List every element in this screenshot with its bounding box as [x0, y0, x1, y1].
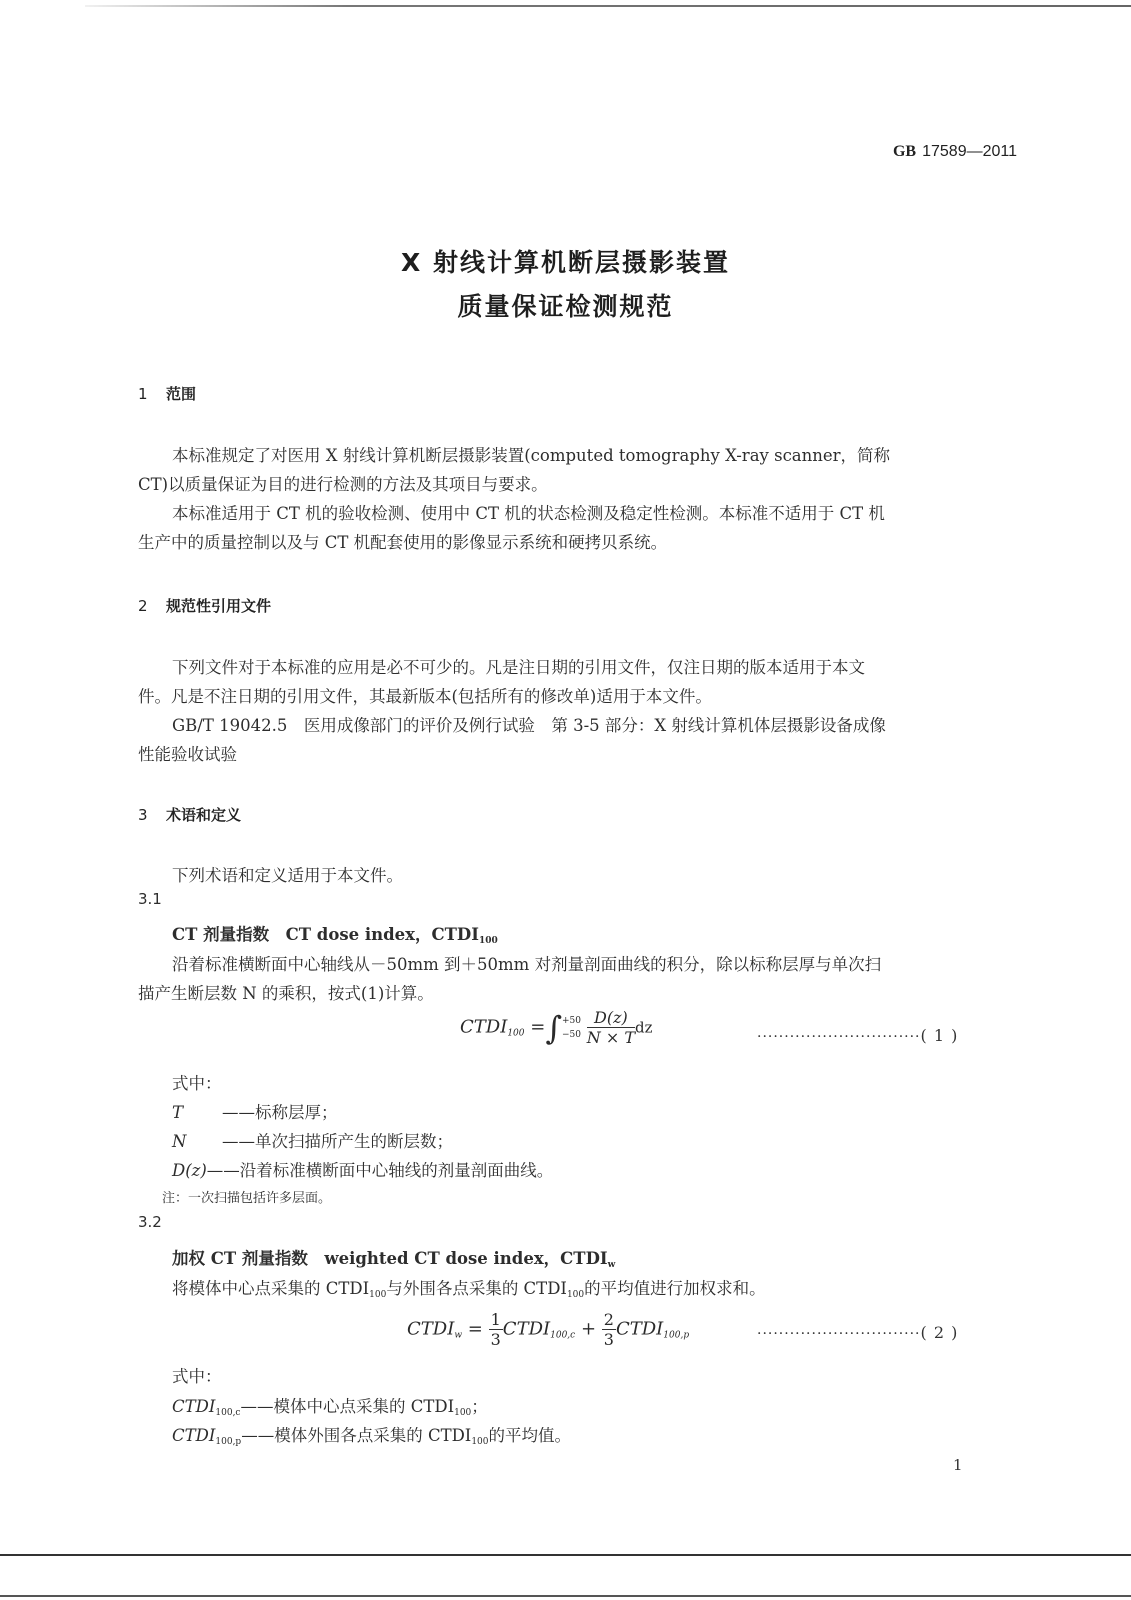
- term-3-1: [172, 921, 498, 946]
- var-desc-subscript: 100: [471, 1437, 489, 1447]
- formula-lhs: CTDI: [460, 1016, 508, 1038]
- clause-3-1-number: 3.1: [138, 890, 162, 908]
- where-label-2: 式中：: [172, 1367, 222, 1386]
- page-number: 1: [953, 1456, 963, 1474]
- note-3-1: 注：一次扫描包括许多层面。: [162, 1191, 332, 1206]
- top-rule: [85, 5, 1131, 7]
- integral-limits: [562, 1014, 581, 1042]
- var-symbol: T: [172, 1103, 184, 1122]
- numerator: 1: [490, 1310, 501, 1329]
- var-desc-subscript: 100: [454, 1408, 472, 1418]
- s1-para2-line1: 本标准适用于 CT 机的验收检测、使用中 CT 机的状态检测及稳定性检测。本标准不适用于 CT 机: [172, 504, 885, 523]
- term-cn: 加权 CT 剂量指数: [172, 1249, 308, 1268]
- term-en: weighted CT dose index，CTDI: [324, 1249, 608, 1268]
- term-subscript: 100: [478, 936, 498, 946]
- numerator: D(z): [587, 1008, 635, 1028]
- section-title: 规范性引用文件: [166, 597, 272, 615]
- bottom-rule-2: [0, 1595, 1131, 1597]
- var-row: [172, 1128, 453, 1152]
- var-row: [172, 1393, 488, 1418]
- var-desc: ——沿着标准横断面中心轴线的剂量剖面曲线。: [206, 1161, 554, 1180]
- section-2-heading: [138, 595, 271, 616]
- leader-dots: ······························: [757, 1326, 921, 1342]
- differential: dz: [635, 1018, 653, 1037]
- s1-para1-line2: CT)以质量保证为目的进行检测的方法及其项目与要求。: [138, 475, 548, 494]
- formula-lhs-subscript: 100: [507, 1028, 525, 1039]
- var-symbol-subscript: 100,c: [215, 1408, 241, 1418]
- s1-para2-line2: 生产中的质量控制以及与 CT 机配套使用的影像显示系统和硬拷贝系统。: [138, 533, 668, 552]
- section-title: 术语和定义: [166, 806, 242, 824]
- s2-para1-line1: 下列文件对于本标准的应用是必不可少的。凡是注日期的引用文件，仅注日期的版本适用于本文: [172, 658, 865, 677]
- def-3-1-line2: 描产生断层数 N 的乘积，按式(1)计算。: [138, 984, 434, 1003]
- var-symbol-subscript: 100,p: [215, 1437, 242, 1447]
- standard-number: [893, 143, 1017, 161]
- s3-intro: 下列术语和定义适用于本文件。: [172, 866, 403, 885]
- formula-1-leader: [757, 1026, 958, 1045]
- var-symbol: N: [172, 1132, 187, 1151]
- term-3-2: [172, 1245, 615, 1270]
- integral-sign: ∫: [545, 1008, 563, 1047]
- formula-1: [460, 1008, 653, 1047]
- term-en: CT dose index，CTDI: [285, 925, 479, 944]
- section-number: 2: [138, 597, 148, 615]
- section-title: 范围: [166, 385, 197, 403]
- var-row: [172, 1422, 571, 1447]
- term-2: CTDI: [615, 1318, 664, 1340]
- var-desc: ——模体中心点采集的 CTDI: [240, 1397, 455, 1416]
- section-1-heading: [138, 383, 196, 404]
- def-3-1-line1: 沿着标准横断面中心轴线从－50mm 到＋50mm 对剂量剖面曲线的积分，除以标称层厚与单次扫: [172, 955, 882, 974]
- var-desc: ——标称层厚；: [222, 1103, 338, 1122]
- clause-3-2-number: 3.2: [138, 1213, 162, 1231]
- equation-number: ( 1 ): [920, 1026, 959, 1045]
- s2-para1-line2: 件。凡是不注日期的引用文件，其最新版本(包括所有的修改单)适用于本文件。: [138, 687, 712, 706]
- fraction-1: [489, 1310, 503, 1349]
- term-2-subscript: 100,p: [663, 1330, 690, 1341]
- numerator: 2: [603, 1310, 614, 1329]
- def-part: 与外围各点采集的 CTDI: [386, 1279, 567, 1298]
- def-subscript: 100: [566, 1290, 585, 1300]
- var-desc: ——模体外围各点采集的 CTDI: [241, 1426, 472, 1445]
- section-number: 3: [138, 806, 148, 824]
- term-cn: CT 剂量指数: [172, 925, 270, 944]
- def-subscript: 100: [369, 1290, 387, 1300]
- term-1-subscript: 100,c: [550, 1330, 576, 1341]
- var-row: [172, 1099, 338, 1123]
- s1-para1-line1: 本标准规定了对医用 X 射线计算机断层摄影装置(computed tomography X-ray scanner，简称: [172, 446, 891, 465]
- def-part: 的平均值进行加权求和。: [584, 1279, 766, 1298]
- fraction-2: [602, 1310, 616, 1349]
- formula-lhs: CTDI: [407, 1318, 455, 1340]
- formula-lhs-subscript: w: [454, 1330, 463, 1341]
- var-desc: ——单次扫描所产生的断层数；: [222, 1132, 453, 1151]
- where-label-1: 式中：: [172, 1074, 222, 1093]
- var-desc-end: 的平均值。: [488, 1426, 572, 1445]
- s2-reference-line1: GB/T 19042.5 医用成像部门的评价及例行试验 第 3-5 部分：X 射线计算机体层摄影设备成像: [172, 716, 886, 735]
- var-desc-end: ；: [471, 1397, 488, 1416]
- def-3-2: [172, 1275, 766, 1300]
- denominator: 3: [603, 1330, 614, 1349]
- var-row: [172, 1157, 553, 1181]
- leader-dots: ······························: [757, 1029, 921, 1045]
- section-number: 1: [138, 385, 148, 403]
- plus-sign: +: [580, 1318, 597, 1340]
- fraction: [587, 1008, 635, 1047]
- standard-prefix: GB: [892, 143, 917, 160]
- term-1: CTDI: [502, 1318, 551, 1340]
- def-part: 将模体中心点采集的 CTDI: [172, 1279, 370, 1298]
- var-symbol: CTDI: [172, 1426, 216, 1445]
- var-symbol: CTDI: [172, 1397, 216, 1416]
- equals-sign: =: [467, 1318, 483, 1340]
- formula-2-leader: [757, 1323, 958, 1342]
- upper-limit: +50: [562, 1015, 582, 1026]
- lower-limit: −50: [562, 1029, 582, 1040]
- formula-2: [407, 1310, 689, 1349]
- var-symbol: D(z): [172, 1161, 207, 1180]
- denominator: N × T: [586, 1028, 635, 1047]
- term-subscript: w: [607, 1260, 616, 1270]
- document-title-line1: X 射线计算机断层摄影装置: [401, 248, 730, 277]
- equals-sign: =: [530, 1016, 546, 1038]
- document-title-line2: 质量保证检测规范: [457, 292, 674, 321]
- bottom-rule: [0, 1554, 1131, 1556]
- s2-reference-line2: 性能验收试验: [138, 745, 237, 764]
- standard-code: 17589—2011: [922, 143, 1017, 160]
- equation-number: ( 2 ): [920, 1323, 959, 1342]
- denominator: 3: [490, 1330, 501, 1349]
- section-3-heading: [138, 804, 241, 825]
